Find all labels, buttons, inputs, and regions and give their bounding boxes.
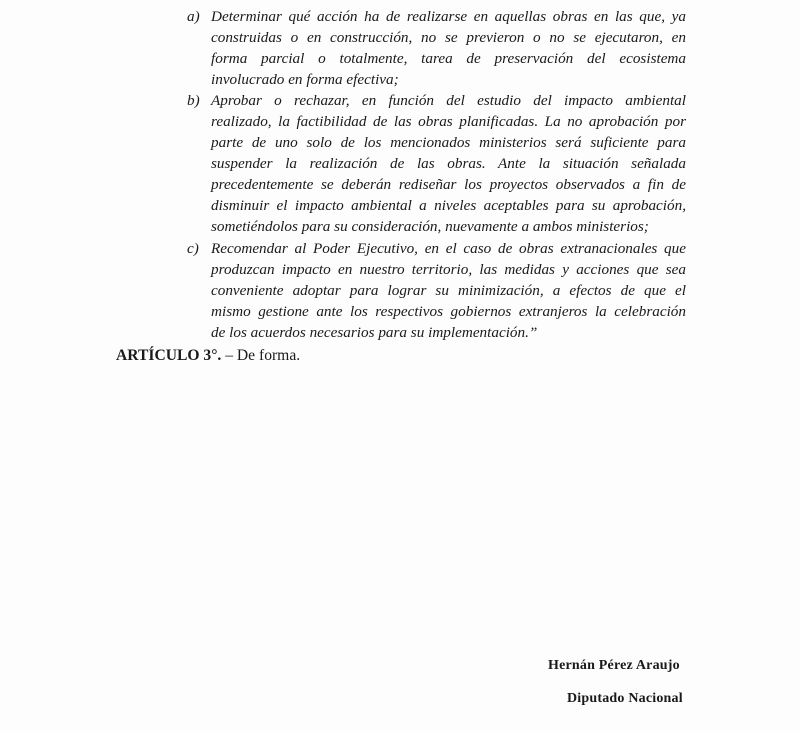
item-line: involucrado en forma efectiva; xyxy=(211,71,399,88)
item-line: realizado, la factibilidad de las obras planificadas. La no aprobación por xyxy=(211,113,686,130)
item-line: construidas o en construcción, no se previeron o no se ejecutaron, en xyxy=(211,29,686,46)
item-line: suspender la realización de las obras. Ante la situación señalada xyxy=(211,155,686,172)
item-line: conveniente adoptar para lograr su minimización, a efectos de que el xyxy=(211,282,686,299)
item-line: produzcan impacto en nuestro territorio, las medidas y acciones que sea xyxy=(211,261,686,278)
signature-name: Hernán Pérez Araujo xyxy=(548,658,680,673)
article-label: ARTÍCULO 3°. xyxy=(116,347,222,364)
item-line: Recomendar al Poder Ejecutivo, en el caso de obras extranacionales que xyxy=(211,240,686,257)
item-line: mismo gestione ante los respectivos gobiernos extranjeros la celebración xyxy=(211,303,686,320)
item-line: forma parcial o totalmente, tarea de preservación del ecosistema xyxy=(211,50,686,67)
item-line: sometiéndolos para su consideración, nuevamente a ambos ministerios; xyxy=(211,218,649,235)
article-text: – De forma. xyxy=(221,347,301,364)
item-label: b) xyxy=(187,92,200,109)
item-line: disminuir el impacto ambiental a niveles aceptables para su aprobación, xyxy=(211,197,686,214)
item-label: c) xyxy=(187,240,199,257)
article-3 xyxy=(116,345,300,367)
item-line: Determinar qué acción ha de realizarse en aquellas obras en las que, ya xyxy=(211,8,686,25)
item-line: precedentemente se deberán rediseñar los proyectos observados a fin de xyxy=(211,176,686,193)
item-line: de los acuerdos necesarios para su implementación.” xyxy=(211,324,538,341)
item-line: parte de uno solo de los mencionados ministerios será suficiente para xyxy=(211,134,686,151)
item-label: a) xyxy=(187,8,200,25)
item-line: Aprobar o rechazar, en función del estudio del impacto ambiental xyxy=(211,92,686,109)
signature-title: Diputado Nacional xyxy=(567,691,683,706)
